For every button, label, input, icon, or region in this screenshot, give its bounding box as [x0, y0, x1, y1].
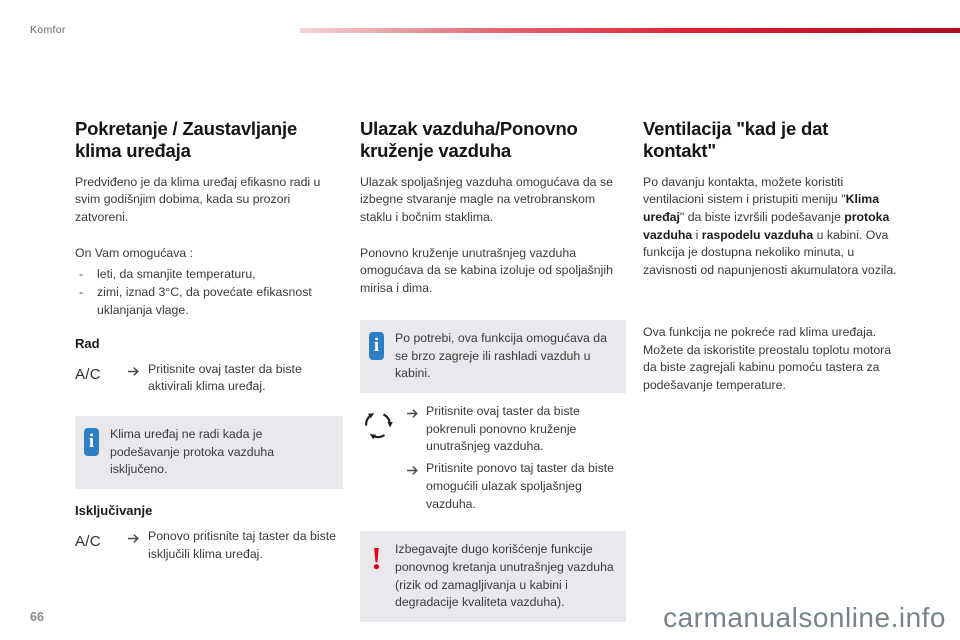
- climate-intro: Predviđeno je da klima uređaj efikasno radi u svim godišnjim dobima, kada su prozori zatvoreni.: [75, 174, 321, 225]
- text-segment-bold: protoka vazduha: [643, 210, 890, 242]
- action-arrow-icon: [406, 463, 419, 513]
- info-note-text: Po potrebi, ova funkcija omogućava da se brzo zagreje ili rashladi vazduh u kabini.: [395, 330, 607, 381]
- ventilation-p1: [643, 174, 901, 280]
- section-ventilation: [643, 118, 901, 636]
- warning-note-recirc: [360, 531, 626, 622]
- air-intake-p2: Ponovno kruženje unutrašnjeg vazduha omogućava da se kabina izoluje od spoljašnjih mirisa i dima.: [360, 245, 613, 296]
- list-marker: -: [79, 285, 84, 300]
- text-segment: Po davanju kontakta, možete koristiti ventilacioni sistem i pristupiti meniju ": [643, 174, 846, 207]
- air-recirculation-icon: [360, 407, 396, 517]
- air-intake-p1: Ulazak spoljašnjeg vazduha omogućava da se izbegne stvaranje magle na vetrobranskom staklu i bočnim staklima.: [360, 174, 613, 225]
- instruction-bullet: [406, 403, 626, 456]
- instruction-text: Pritisnite ovaj taster da biste aktivirali klima uređaj.: [148, 361, 302, 394]
- subheading-on: Rad: [75, 335, 100, 351]
- instruction-text: Pritisnite ovaj taster da biste pokrenuli ponovno kruženje unutrašnjeg vazduha.: [426, 403, 580, 454]
- action-arrow-icon: [406, 406, 419, 456]
- content-columns: [75, 118, 901, 636]
- warning-icon: !: [371, 540, 382, 577]
- ac-button-label: A/C: [75, 533, 101, 551]
- text-segment-bold: raspodelu vazduha: [701, 227, 814, 242]
- info-note-text: Klima uređaj ne radi kada je podešavanje protoka vazduha isključeno.: [110, 426, 275, 477]
- warning-note-text: Izbegavajte dugo korišćenje funkcije ponovnog kretanja unutrašnjeg vazduha (rizik od zamagljivanja u kabini i degradacije kvaliteta vazduha).: [395, 542, 614, 610]
- subheading-off: Isključivanje: [75, 503, 153, 519]
- instruction-text: Ponovo pritisnite taj taster da biste isključili klima uređaj.: [148, 529, 336, 561]
- instruction-row-ac-on: [75, 361, 343, 396]
- heading-air-intake: Ulazak vazduha/Ponovno kruženje vazduha: [360, 118, 578, 161]
- action-arrow-icon: [127, 531, 140, 563]
- accent-rule: [300, 28, 960, 33]
- text-segment: " da biste izvršili podešavanje: [679, 210, 845, 225]
- action-arrow-icon: [127, 364, 140, 396]
- list-item-text: zimi, iznad 3°C, da povećate efikasnost uklanjanja vlage.: [97, 285, 312, 317]
- info-note-climate: [75, 416, 343, 489]
- info-icon: i: [369, 332, 384, 360]
- list-item-text: leti, da smanjite temperaturu,: [97, 267, 256, 282]
- ventilation-p2: Ova funkcija ne pokreće rad klima uređaja. Možete da iskoristite preostalu toplotu motora da biste zagrejali kabinu pomoću tastera za podešavanje temperature.: [643, 324, 892, 392]
- instruction-bullet: [406, 460, 626, 513]
- instruction-text: Pritisnite ponovo taj taster da biste omogućili ulazak spoljašnjeg vazduha.: [426, 461, 614, 511]
- heading-climate: Pokretanje / Zaustavljanje klima uređaja: [75, 118, 298, 161]
- list-item: [75, 284, 343, 319]
- recirculation-instructions: [360, 403, 626, 517]
- ac-button-label: A/C: [75, 365, 101, 383]
- list-item: [75, 266, 343, 284]
- climate-enables-label: On Vam omogućava :: [75, 245, 194, 260]
- list-marker: -: [79, 267, 84, 282]
- info-note-recirc: [360, 320, 626, 393]
- text-segment: i: [692, 227, 702, 242]
- recirculation-bullets: [406, 403, 626, 517]
- instruction-row-ac-off: [75, 528, 343, 563]
- section-label: Komfor: [30, 24, 66, 36]
- page-number: 66: [30, 610, 44, 624]
- watermark: carmanualsonline.info: [663, 602, 946, 633]
- text-segment-bold: Klima uređaj: [643, 192, 880, 225]
- text-segment: u kabini. Ova funkcija je dostupna nekoliko minuta, u zavisnosti od napunjenosti akumulatora vozila.: [643, 227, 897, 278]
- info-icon: i: [84, 428, 99, 456]
- heading-ventilation: Ventilacija "kad je dat kontakt": [643, 118, 829, 161]
- section-climate-start-stop: [75, 118, 343, 636]
- section-air-intake: [360, 118, 626, 636]
